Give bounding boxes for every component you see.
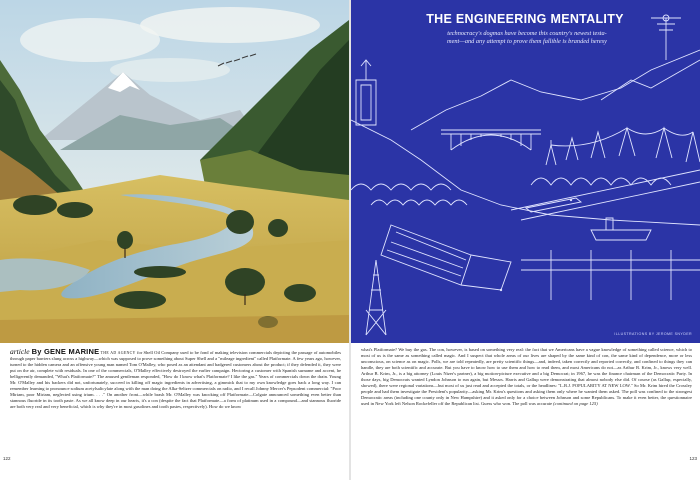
article-column-left — [10, 347, 341, 473]
subtitle-line: technocracy's dogmas have become this country's newest testa- — [447, 30, 607, 37]
author-name: By GENE MARINE — [31, 347, 100, 356]
illustration-credit: ILLUSTRATIONS BY JEROME SNYDER — [614, 332, 692, 336]
body-text: for Shell Oil Company used to be fond of making television commercials depicting the passage of automobiles through paper barriers slung across a highway—which was supposed to prove something about Super Shell and a "mileage ingredient" called Platformate. A few years ago, however, turned to the hidden camera and an offensive young man named Tom O'Malley, who posed as an attendant and badgered customers about the product; if they defended it, they were put on the air, complete with residuals. In one of the commercials, O'Malley effectively destroyed the earlier campaign. Hectoring a customer with Spanish surname and accent, he belligerently demanded, "What's Platformate?" The amused gentleman responded, "How do I know what's Platformate? I like the gas." Years of commercials down the drain. Young Mr. O'Malley and his backers did not, unfortunately, succeed in killing off magic ingredients in advertising, a gimmick that to my own knowledge goes back a long way. I can remember learning to pronounce sodium acetylsalicylate along with the man doing the Alka-Seltzer commercials on radio, and I recall Johnny Mercer's Pepsodent commercial: "Poor Miriam, poor Miriam, neglected using irium. . . ." On another front—while brash Mr. O'Malley was knocking off Platformate—Colgate announced something even better than stannous fluoride in its tooth paste. As we all know deep in our hearts, it's a con (despite the fact that Platformate—a form of platinum used in a compound—and stannous fluoride are both very real and very beneficial, which is why they're in most gasolines and tooth pastes, respectively). How do we know — [10, 350, 341, 410]
subtitle-line: ment—and any attempt to prove them fallible is branded heresy — [447, 38, 607, 45]
page-gutter — [349, 0, 351, 480]
feature-title: THE ENGINEERING MENTALITY — [426, 12, 624, 26]
continued-note: (continued on page 125) — [553, 401, 598, 407]
feature-subtitle — [407, 30, 647, 46]
page-number-right: 123 — [689, 456, 697, 461]
body-text: what's Platformate? We buy the gas. The con, however, is based on something very real: the fact that we Americans have a vague knowledge of something called science, which to most of us is the same as something called magic. And I suspect that whole areas of our lives are shaped by the same kind of con, the same kind of dependence, more or less unconscious, on science as on magic. Polls, we are told repeatedly, are pretty scientific things—and, indeed, taken correctly and reported correctly, and confined to things they can handle, they are both scientific and accurate. But you have to know how to use them and how to read them, and most Americans do not—as Arthur B. Krim, Jr., knows very well. Arthur B. Krim, Jr., is a big attorney (Louis Nizer's partner), a big motion-picture executive and a big Democrat; in 1967, he was the finance chairman of the Democratic Party. In those days, big Democrats wanted Lyndon Johnson to run again, but Messrs. Harris and Gallup were demonstrating that almost nobody else did. Of course (as Gallup, especially, showed), there were regional variations—but most of us just read and accepted the totals, or the headlines: "L.B.J. POPULARITY AT NEW LOW." So Mr. Krim hired the Crossley people and had them investigate the President's popularity—asking Mr. Krim's questions and asking them only where he wanted them asked. The poll was confined to the strongest Democratic areas (including one county only in New Hampshire) and it asked only for a choice between Johnson and some Republicans. To make it even better, the questionnaire used in New York left Nelson Rockefeller off the Republican list. Guess who won. The poll was accurate — [361, 347, 692, 407]
byline — [10, 347, 99, 356]
landscape-painting — [0, 0, 349, 343]
blueprint-illustration — [351, 0, 700, 343]
article-kicker: article — [10, 347, 30, 356]
lead-caps: THE AD AGENCY — [100, 351, 136, 355]
article-column-right — [361, 347, 692, 473]
page-number-left: 122 — [3, 456, 11, 461]
